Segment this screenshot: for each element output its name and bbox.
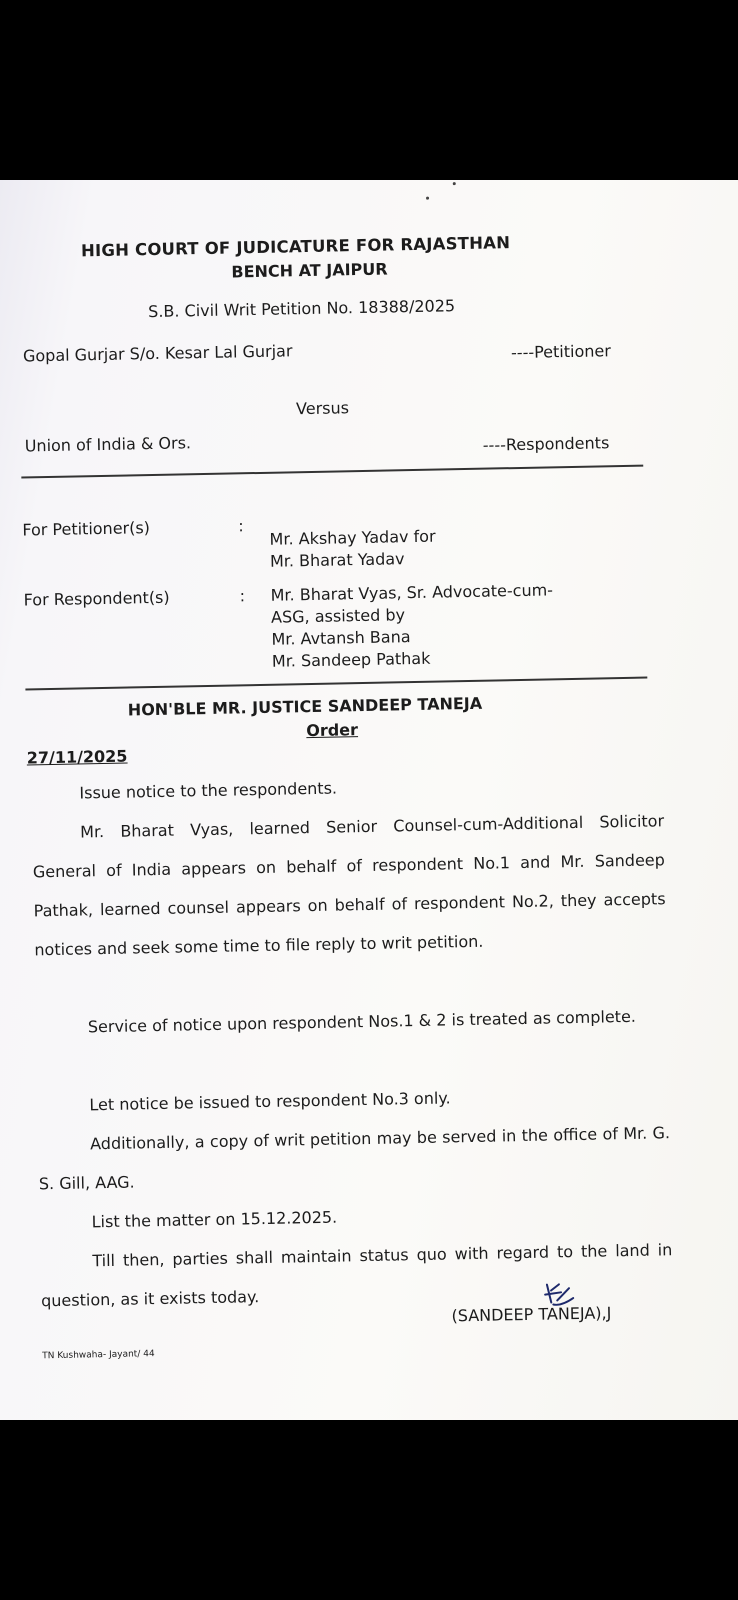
order-paragraph: Mr. Bharat Vyas, learned Senior Counsel-cum-Additional Solicitor General of India appears on behalf of respondent No.1 and Mr. Sandeep Pathak, learned counsel appears on behalf of respondent No.2, they accepts notices and seek some time to file reply to writ petition. — [32, 811, 666, 960]
respondent-role: ----Respondents — [482, 433, 610, 455]
respondent-name: Union of India & Ors. — [24, 433, 192, 456]
order-paragraph: Service of notice upon respondent Nos.1 & 2 is treated as complete. — [87, 1006, 637, 1037]
speck — [453, 182, 456, 185]
petitioner-counsel-label: For Petitioner(s) — [22, 518, 151, 540]
divider-line — [21, 465, 643, 479]
divider-line — [25, 677, 647, 691]
case-number: S.B. Civil Writ Petition No. 18388/2025 — [148, 296, 456, 322]
versus-label: Versus — [295, 398, 350, 419]
document-page — [0, 180, 738, 1420]
signature-name: (SANDEEP TANEJA),J — [451, 1303, 612, 1326]
order-paragraph: List the matter on 15.12.2025. — [91, 1207, 338, 1232]
counsel-line: Mr. Bharat Vyas, Sr. Advocate-cum- — [270, 580, 554, 605]
order-date: 27/11/2025 — [26, 746, 128, 768]
order-paragraph: Let notice be issued to respondent No.3 only. — [89, 1088, 451, 1115]
footer-note: TN Kushwaha- Jayant/ 44 — [42, 1349, 155, 1362]
counsel-line: Mr. Sandeep Pathak — [271, 648, 431, 671]
petitioner-role: ----Petitioner — [510, 341, 612, 363]
order-document — [0, 180, 738, 1420]
respondent-counsel-label: For Respondent(s) — [23, 587, 170, 610]
counsel-line: Mr. Avtansh Bana — [271, 627, 411, 649]
colon: : — [239, 586, 246, 606]
order-paragraph: Till then, parties shall maintain status quo with regard to the land in question, as it exists today. — [40, 1240, 673, 1311]
petitioner-name: Gopal Gurjar S/o. Kesar Lal Gurjar — [22, 341, 293, 366]
order-heading: Order — [306, 720, 359, 741]
colon: : — [238, 516, 244, 536]
counsel-line: ASG, assisted by — [270, 605, 406, 627]
bench-name: BENCH AT JAIPUR — [231, 259, 388, 282]
speck — [426, 197, 429, 200]
court-name: HIGH COURT OF JUDICATURE FOR RAJASTHAN — [80, 233, 511, 261]
counsel-line: Mr. Akshay Yadav for — [269, 526, 436, 549]
order-paragraph: Issue notice to the respondents. — [79, 778, 338, 803]
judge-title: HON'BLE MR. JUSTICE SANDEEP TANEJA — [127, 693, 483, 720]
order-paragraph: Additionally, a copy of writ petition may be served in the office of Mr. G. S. Gill, AAG. — [38, 1123, 671, 1194]
counsel-line: Mr. Bharat Yadav — [269, 549, 405, 571]
